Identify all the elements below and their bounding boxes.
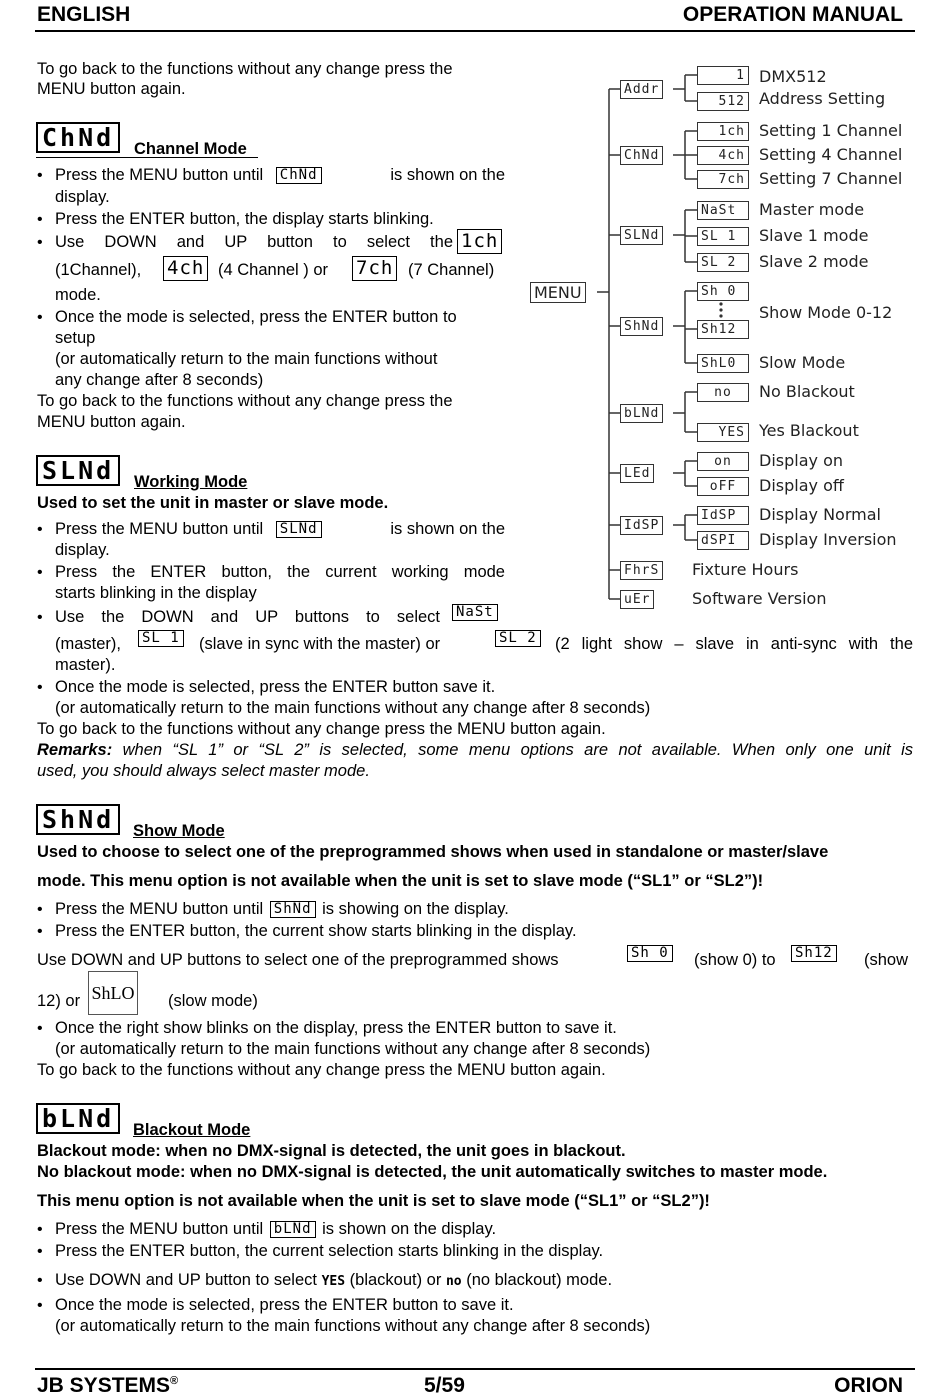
diagram-label-7ch: Setting 7 Channel xyxy=(759,169,903,188)
channel-b4a: Once the mode is selected, press the ENTER button to xyxy=(55,308,457,326)
diagram-item-addr: Addr xyxy=(620,80,663,99)
diagram-item-shnd: ShNd xyxy=(620,317,663,336)
brand-text: JB SYSTEMS xyxy=(37,1374,171,1397)
channel-b3a: Use DOWN and UP button to select the xyxy=(55,233,453,251)
working-b3c: (slave in sync with the master) or xyxy=(199,635,441,653)
footer-model: ORION xyxy=(834,1374,903,1397)
diagram-label-fixture-hours: Fixture Hours xyxy=(692,560,799,579)
working-b3e: master). xyxy=(55,656,116,674)
diagram-item-blnd: bLNd xyxy=(620,404,663,423)
show-l2a: 12) or xyxy=(37,992,81,1010)
show-b1 xyxy=(55,899,509,920)
bullet: • xyxy=(37,1243,43,1260)
bullet: • xyxy=(37,923,43,940)
working-b1 xyxy=(55,519,505,540)
bullet: • xyxy=(37,167,43,184)
blackout-l3: This menu option is not available when the unit is set to slave mode (“SL1” or “SL2”)! xyxy=(37,1192,710,1210)
show-l1b: (show 0) to xyxy=(694,951,776,969)
text: Press the MENU button until xyxy=(55,900,264,918)
working-b4b: (or automatically return to the main functions without any change after 8 seconds) xyxy=(55,699,651,717)
text: Press the MENU button until xyxy=(55,1220,264,1238)
diagram-label-4ch: Setting 4 Channel xyxy=(759,145,903,164)
lcd-shlo: ShLO xyxy=(88,971,138,1015)
text: is shown on the xyxy=(390,520,505,538)
text: Use DOWN and UP button to select xyxy=(55,1271,317,1289)
footer-page: 5/59 xyxy=(424,1374,465,1397)
intro-line-2: MENU button again. xyxy=(37,80,186,98)
show-back: To go back to the functions without any change press the MENU button again. xyxy=(37,1061,606,1079)
working-remarks-2: used, you should always select master mode. xyxy=(37,762,370,780)
lcd-4ch: 4ch xyxy=(163,256,208,281)
diagram-sub-on: on xyxy=(697,452,749,471)
diagram-label-display-off: Display off xyxy=(759,476,844,495)
diagram-label-yes-blackout: Yes Blackout xyxy=(759,421,859,440)
text: (no blackout) mode. xyxy=(466,1271,613,1289)
working-b3b: (master), xyxy=(55,635,121,653)
channel-b1c: display. xyxy=(55,188,110,206)
diagram-label-no-blackout: No Blackout xyxy=(759,382,855,401)
working-b2a: Press the ENTER button, the current working mode xyxy=(55,563,505,581)
channel-back-2: MENU button again. xyxy=(37,413,186,431)
footer-rule xyxy=(35,1368,915,1370)
text: Press the MENU button until xyxy=(55,166,264,184)
show-b2: Press the ENTER button, the current show starts blinking in the display. xyxy=(55,922,577,940)
working-mode-sub: Used to set the unit in master or slave mode. xyxy=(37,494,389,512)
diagram-sub-sh12: Sh12 xyxy=(697,320,749,339)
channel-b3c: (4 Channel ) or xyxy=(218,261,329,279)
lcd-slnd: SLNd xyxy=(276,521,322,538)
show-b3b: (or automatically return to the main functions without any change after 8 seconds) xyxy=(55,1040,651,1058)
diagram-label-dmx512: DMX512 xyxy=(759,67,827,86)
diagram-label-display-inversion: Display Inversion xyxy=(759,530,897,549)
bullet: • xyxy=(37,234,43,251)
bullet: • xyxy=(37,521,43,538)
remarks-text: when “SL 1” or “SL 2” is selected, some menu options are not available. When only one unit is xyxy=(122,741,913,759)
working-b3a: Use the DOWN and UP buttons to select xyxy=(55,608,440,626)
working-b4a: Once the mode is selected, press the ENTER button save it. xyxy=(55,678,496,696)
working-remarks-1 xyxy=(37,740,913,761)
channel-b3d: (7 Channel) xyxy=(408,261,495,279)
diagram-sub-dspi: dSPI xyxy=(697,531,749,550)
bullet: • xyxy=(37,1221,43,1238)
bullet: • xyxy=(37,1020,43,1037)
show-mode-title: Show Mode xyxy=(133,822,225,840)
registered-mark: ® xyxy=(170,1375,179,1387)
remarks-label: Remarks: xyxy=(37,741,113,759)
diagram-item-slnd: SLNd xyxy=(620,226,663,245)
intro-line-1: To go back to the functions without any change press the xyxy=(37,60,453,78)
diagram-label-display-on: Display on xyxy=(759,451,843,470)
diagram-sub-sl1: SL 1 xyxy=(697,227,749,246)
channel-b4d: any change after 8 seconds) xyxy=(55,371,264,389)
diagram-label-slow: Slow Mode xyxy=(759,353,846,372)
diagram-label-address: Address Setting xyxy=(759,89,886,108)
ellipsis-dots xyxy=(719,302,722,317)
diagram-item-chnd: ChNd xyxy=(620,146,663,165)
lcd-sh12: Sh12 xyxy=(791,945,837,962)
blackout-b3 xyxy=(55,1270,612,1292)
diagram-sub-no: no xyxy=(697,383,749,402)
text: is showing on the display. xyxy=(322,900,509,918)
diagram-sub-addr-512: 512 xyxy=(697,92,749,111)
lcd-1ch: 1ch xyxy=(457,229,502,254)
diagram-label-show: Show Mode 0-12 xyxy=(759,303,893,322)
blackout-l1: Blackout mode: when no DMX-signal is detected, the unit goes in blackout. xyxy=(37,1142,626,1160)
blackout-mode-lcd: bLNd xyxy=(36,1103,120,1134)
working-mode-lcd: SLNd xyxy=(36,455,120,486)
diagram-label-display-normal: Display Normal xyxy=(759,505,881,524)
blackout-b4b: (or automatically return to the main functions without any change after 8 seconds) xyxy=(55,1317,651,1335)
diagram-item-uer: uEr xyxy=(620,590,654,609)
diagram-sub-yes: YES xyxy=(697,423,749,442)
text: is shown on the xyxy=(390,166,505,184)
header-left: ENGLISH xyxy=(37,3,131,26)
working-b2b: starts blinking in the display xyxy=(55,584,257,602)
footer-brand xyxy=(37,1374,178,1398)
bullet: • xyxy=(37,211,43,228)
diagram-sub-sh0: Sh 0 xyxy=(697,282,749,301)
working-b1c: display. xyxy=(55,541,110,559)
text: (blackout) or xyxy=(349,1271,442,1289)
diagram-sub-1ch: 1ch xyxy=(697,122,749,141)
channel-b2: Press the ENTER button, the display starts blinking. xyxy=(55,210,434,228)
working-back: To go back to the functions without any change press the MENU button again. xyxy=(37,720,606,738)
text: Press the MENU button until xyxy=(55,520,264,538)
lcd-shnd: ShNd xyxy=(270,901,316,918)
show-l1c: (show xyxy=(864,951,909,969)
diagram-item-led: LEd xyxy=(620,464,654,483)
lcd-nast: NaSt xyxy=(452,604,498,621)
lcd-7ch: 7ch xyxy=(352,256,397,281)
show-b3a: Once the right show blinks on the display, press the ENTER button to save it. xyxy=(55,1019,617,1037)
diagram-sub-sl2: SL 2 xyxy=(697,253,749,272)
blackout-b2: Press the ENTER button, the current selection starts blinking in the display. xyxy=(55,1242,604,1260)
lcd-chnd: ChNd xyxy=(276,167,322,184)
channel-back-1: To go back to the functions without any change press the xyxy=(37,392,453,410)
channel-b4b: setup xyxy=(55,329,96,347)
lcd-sh0: Sh 0 xyxy=(627,945,673,962)
lcd-sl2: SL 2 xyxy=(495,630,541,647)
channel-b4c: (or automatically return to the main functions without xyxy=(55,350,438,368)
channel-b3b: (1Channel), xyxy=(55,261,142,279)
blackout-b1 xyxy=(55,1219,496,1240)
diagram-sub-addr-1: 1 xyxy=(697,66,749,85)
diagram-sub-shl0: ShL0 xyxy=(697,354,749,373)
diagram-sub-4ch: 4ch xyxy=(697,146,749,165)
blackout-b4a: Once the mode is selected, press the ENTER button to save it. xyxy=(55,1296,514,1314)
bullet: • xyxy=(37,901,43,918)
lcd-sl1: SL 1 xyxy=(138,630,184,647)
diagram-label-slave1: Slave 1 mode xyxy=(759,226,869,245)
yes-glyph: YES xyxy=(321,1274,346,1289)
text: is shown on the display. xyxy=(322,1220,497,1238)
channel-mode-title: Channel Mode xyxy=(134,140,247,158)
show-mode-lcd: ShNd xyxy=(36,804,120,835)
channel-b3e: mode. xyxy=(55,286,101,304)
diagram-label-software-version: Software Version xyxy=(692,589,827,608)
show-l2b: (slow mode) xyxy=(168,992,258,1010)
channel-mode-lcd: ChNd xyxy=(36,122,120,153)
diagram-label-1ch: Setting 1 Channel xyxy=(759,121,903,140)
diagram-sub-idsp: IdSP xyxy=(697,506,749,525)
diagram-label-slave2: Slave 2 mode xyxy=(759,252,869,271)
show-mode-sub-1: Used to choose to select one of the preprogrammed shows when used in standalone or master/slave xyxy=(37,843,829,861)
diagram-menu-box: MENU xyxy=(530,282,586,303)
diagram-sub-off: oFF xyxy=(697,477,749,496)
diagram-item-fhrs: FhrS xyxy=(620,561,663,580)
no-glyph: no xyxy=(445,1274,462,1289)
bullet: • xyxy=(37,564,43,581)
working-mode-title: Working Mode xyxy=(134,473,248,491)
diagram-item-idsp: IdSP xyxy=(620,516,663,535)
diagram-sub-nast: NaSt xyxy=(697,201,749,220)
blackout-l2: No blackout mode: when no DMX-signal is detected, the unit automatically switches to master mode. xyxy=(37,1163,828,1181)
blackout-mode-title: Blackout Mode xyxy=(133,1121,251,1139)
menu-diagram xyxy=(520,55,920,615)
header-rule xyxy=(35,30,915,32)
bullet: • xyxy=(37,1272,43,1289)
bullet: • xyxy=(37,309,43,326)
lcd-blnd: bLNd xyxy=(270,1221,316,1238)
show-l1a: Use DOWN and UP buttons to select one of the preprogrammed shows xyxy=(37,951,559,969)
channel-b1 xyxy=(55,165,505,186)
working-b3d: (2 light show – slave in anti-sync with the xyxy=(555,635,913,653)
diagram-label-master: Master mode xyxy=(759,200,865,219)
bullet: • xyxy=(37,679,43,696)
show-mode-sub-2: mode. This menu option is not available when the unit is set to slave mode (“SL1” or “SL2”)! xyxy=(37,872,764,890)
diagram-sub-7ch: 7ch xyxy=(697,170,749,189)
bullet: • xyxy=(37,1297,43,1314)
header-right: OPERATION MANUAL xyxy=(682,3,903,26)
bullet: • xyxy=(37,609,43,626)
